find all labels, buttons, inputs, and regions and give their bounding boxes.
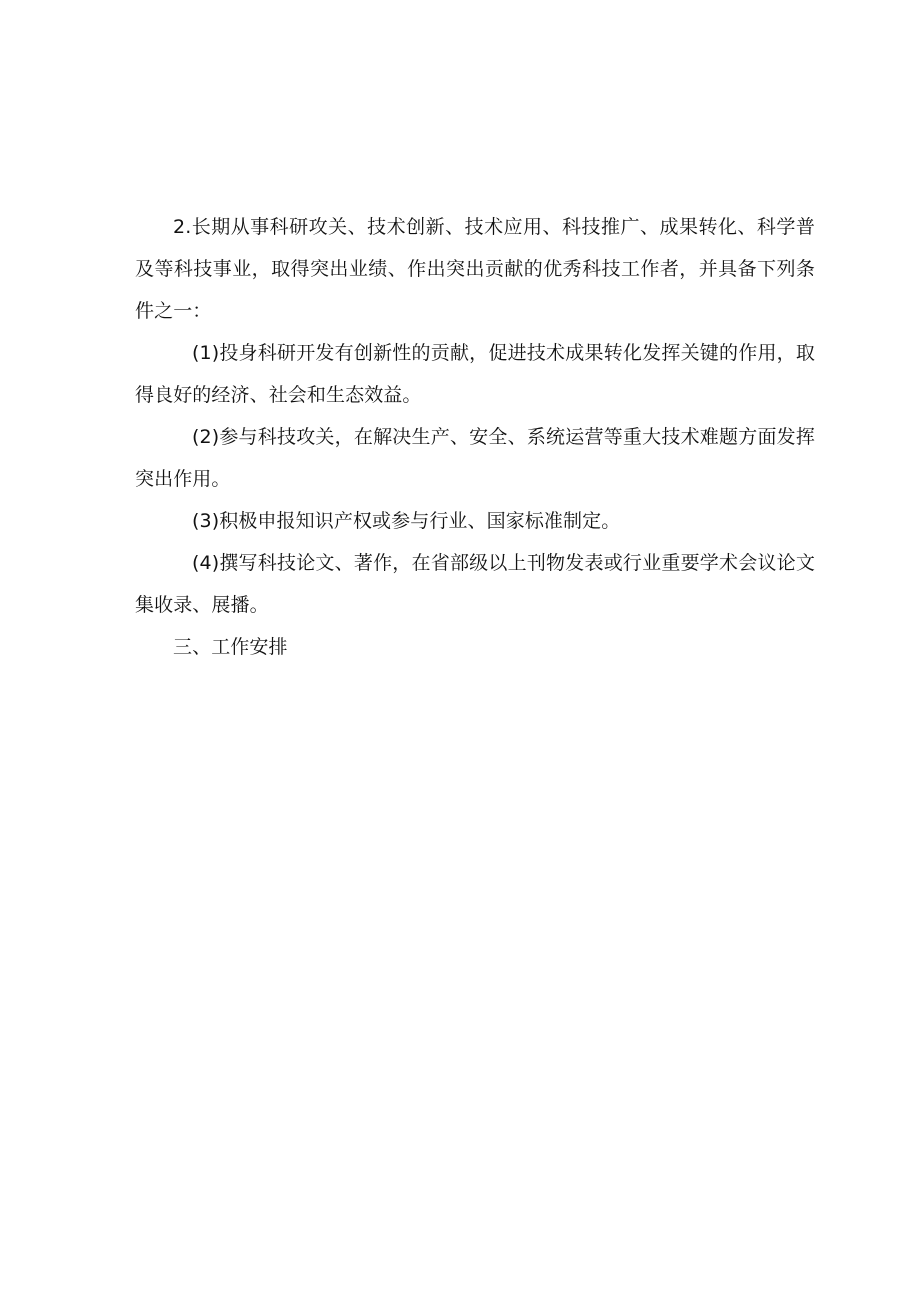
paragraph-condition-4: (4)撰写科技论文、著作，在省部级以上刊物发表或行业重要学术会议论文集收录、展播。 [135, 552, 815, 616]
document-body [135, 206, 815, 668]
paragraph-condition-2: (2)参与科技攻关，在解决生产、安全、系统运营等重大技术难题方面发挥突出作用。 [135, 426, 815, 490]
paragraph-criteria-intro: 2.长期从事科研攻关、技术创新、技术应用、科技推广、成果转化、科学普及等科技事业，取得突出业绩、作出突出贡献的优秀科技工作者，并具备下列条件之一： [135, 216, 815, 322]
section-heading-work-arrangement: 三、工作安排 [173, 636, 288, 658]
paragraph-condition-1: (1)投身科研开发有创新性的贡献，促进技术成果转化发挥关键的作用，取得良好的经济、社会和生态效益。 [135, 342, 815, 406]
paragraph-condition-3: (3)积极申报知识产权或参与行业、国家标准制定。 [192, 510, 621, 532]
